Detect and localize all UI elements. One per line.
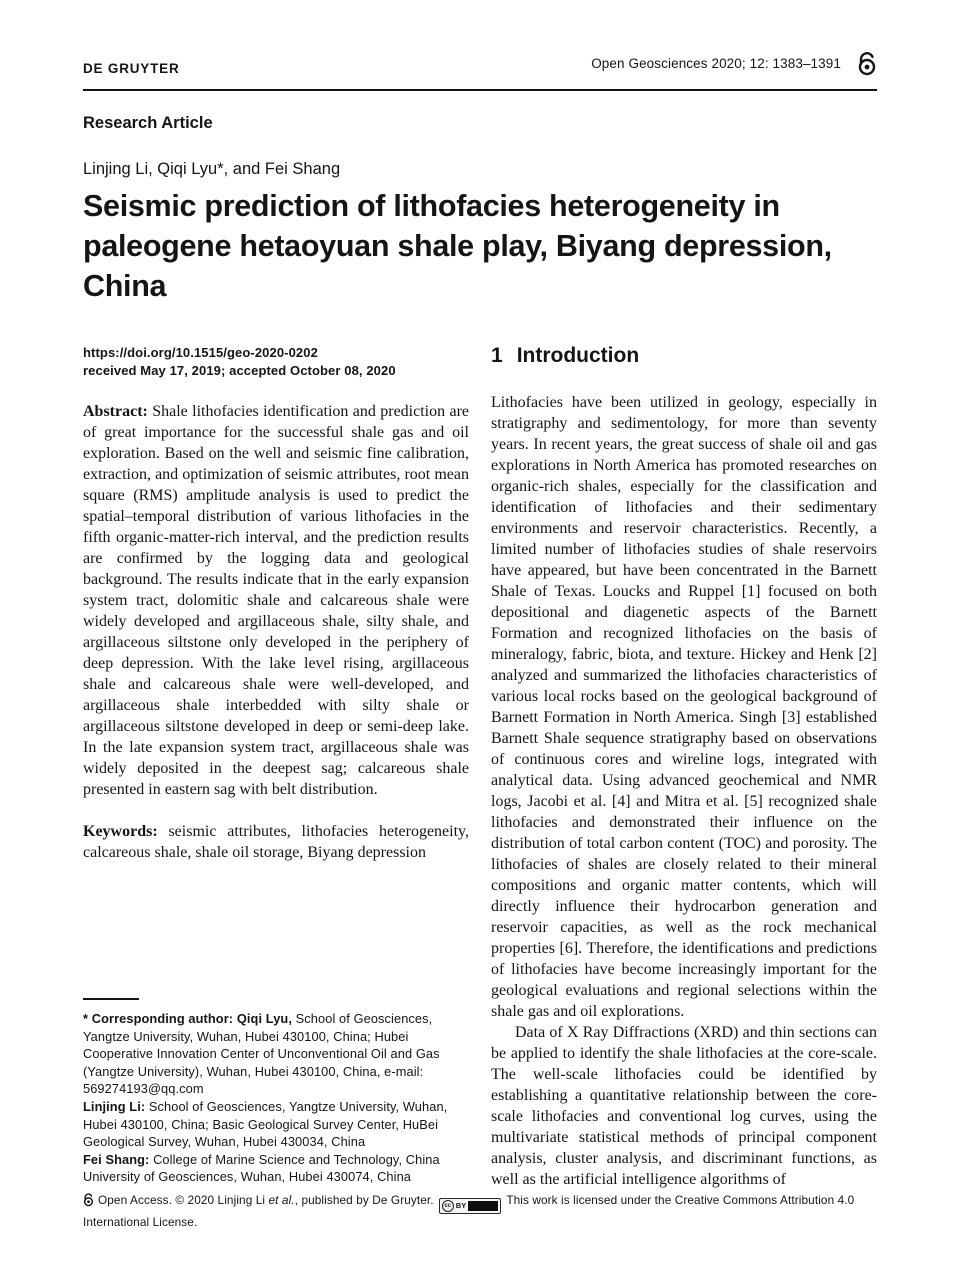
author1-text: School of Geosciences, Yangtze University, Wuhan, Hubei 430100, China; Basic Geological Survey Center, HuBei Geological Survey, Wuhan, Hubei 430034, China	[83, 1099, 448, 1150]
corresponding-author-label: * Corresponding author: Qiqi Lyu,	[83, 1011, 292, 1027]
author1-affiliation-note	[83, 1098, 469, 1151]
footer-license-text: This work is licensed under the Creative Commons Attribution 4.0 International License.	[83, 1193, 855, 1230]
cc-icon: cc	[442, 1200, 454, 1212]
introduction-paragraph-1: Lithofacies have been utilized in geology, especially in stratigraphy and sedimentology, for more than seventy years. In recent years, the great success of shale oil and gas explorations in North America has promoted researches on organic-rich shales, especially for the classification and identification of lithofacies and their sedimentary environments and reservoir characteristics. Recently, a limited number of lithofacies studies of shale reservoirs have appeared, but have been concentrated in the Barnett Shale of Texas. Loucks and Ruppel [1] focused on both depositional and diagenetic aspects of the Barnett Formation and recognized lithofacies on the basis of mineralogy, fabric, biota, and texture. Hickey and Henk [2] analyzed and summarized the lithofacies characteristics of various local rocks based on the geological background of Barnett Formation in North America. Singh [3] established Barnett Shale sequence stratigraphy based on observations of continuous cores and wireline logs, integrated with analytical data. Using advanced geochemical and NMR logs, Jacobi et al. [4] and Mitra et al. [5] recognized shale lithofacies and demonstrated their influence on the distribution of total carbon content (TOC) and porosity. The lithofacies of shales are closely related to their mineral compositions and organic matter contents, which will directly influence their hydrocarbon generation and reservoir capacities, as well as the rock mechanical properties [6]. Therefore, the identifications and predictions of lithofacies have become increasingly important for the geological evaluations and regional selections within the shale gas and oil explorations.	[491, 394, 877, 1020]
open-access-icon	[857, 50, 877, 76]
masthead	[83, 50, 877, 91]
footnote-divider	[83, 998, 139, 1000]
corresponding-author-note	[83, 1010, 469, 1098]
cc-by-badge[interactable]	[439, 1198, 502, 1214]
authors-line: Linjing Li, Qiqi Lyu*, and Fei Shang	[83, 160, 341, 178]
two-column-body	[83, 344, 877, 1186]
received-accepted-dates: received May 17, 2019; accepted October 08, 2020	[83, 363, 396, 378]
cc-by-label: BY	[455, 1201, 467, 1210]
author2-affiliation-note	[83, 1151, 469, 1186]
footer-publisher-text: , published by De Gruyter.	[294, 1193, 434, 1207]
abstract-text: Shale lithofacies identification and prediction are of great importance for the successful shale gas and oil exploration. Based on the well and seismic fine calibration, extraction, and optimization of seismic attributes, root mean square (RMS) amplitude analysis is used to predict the spatial–temporal distribution of various lithofacies in the fifth organic-matter-rich interval, and the prediction results are confirmed by the logging data and geological background. The results indicate that in the early expansion system tract, dolomitic shale and calcareous shale were widely developed and argillaceous shale, silty shale, and argillaceous siltstone only developed in the periphery of deep depression. With the lake level rising, argillaceous shale and calcareous shale were well-developed, and argillaceous shale interbedded with silty shale or argillaceous siltstone developed in deep or semi-deep lake. In the late expansion system tract, argillaceous shale was widely deposited in the deepest sag; calcareous shale presented in eastern sag with belt distribution.	[83, 403, 469, 798]
license-footer	[83, 1192, 877, 1231]
keywords-text: seismic attributes, lithofacies heterogeneity, calcareous shale, shale oil storage, Biyang depression	[83, 823, 470, 861]
corresponding-author-text: School of Geosciences, Yangtze University, Wuhan, Hubei 430100, China; Hubei Cooperative Innovation Center of Unconventional Oil and Gas (Yangtze University), Wuhan, Hubei 430100, China, e-mail: 569274193@qq.com	[83, 1011, 440, 1097]
doi-block	[83, 344, 469, 380]
keywords-paragraph	[83, 821, 469, 863]
abstract-label: Abstract:	[83, 403, 148, 420]
cc-badge-bar	[468, 1201, 498, 1211]
open-access-icon-small	[83, 1192, 94, 1212]
publisher-logo: DE GRUYTER	[83, 61, 180, 76]
doi-link[interactable]: https://doi.org/10.1515/geo-2020-0202	[83, 345, 318, 360]
right-column	[491, 344, 877, 1186]
left-column	[83, 344, 469, 1186]
section-title: Introduction	[516, 344, 640, 367]
footer-et-al: et al.	[268, 1193, 295, 1207]
footer-copyright-text: Open Access. © 2020 Linjing Li	[98, 1193, 269, 1207]
keywords-label: Keywords:	[83, 823, 158, 840]
section-heading-introduction	[491, 344, 877, 368]
author-footnotes	[83, 998, 469, 1186]
masthead-right	[591, 50, 877, 76]
journal-reference: Open Geosciences 2020; 12: 1383–1391	[591, 55, 841, 71]
abstract-paragraph	[83, 401, 469, 800]
section-number: 1	[491, 344, 503, 367]
author2-text: College of Marine Science and Technology, China University of Geosciences, Wuhan, Hubei 430074, China	[83, 1151, 440, 1185]
author1-label: Linjing Li:	[83, 1099, 146, 1115]
article-title: Seismic prediction of lithofacies heterogeneity in paleogene hetaoyuan shale play, Biyang depression, China	[83, 189, 832, 303]
author2-label: Fei Shang:	[83, 1151, 150, 1167]
article-type-label: Research Article	[83, 114, 213, 132]
introduction-paragraph-2: Data of X Ray Diffractions (XRD) and thin sections can be applied to identify the shale lithofacies at the core-scale. The well-scale lithofacies could be identified by establishing a quantitative relationship between the core-scale lithofacies and conventional log curves, using the multivariate statistical methods of principal component analysis, cluster analysis, and discriminant functions, as well as the artificial intelligence algorithms of	[491, 1024, 877, 1188]
